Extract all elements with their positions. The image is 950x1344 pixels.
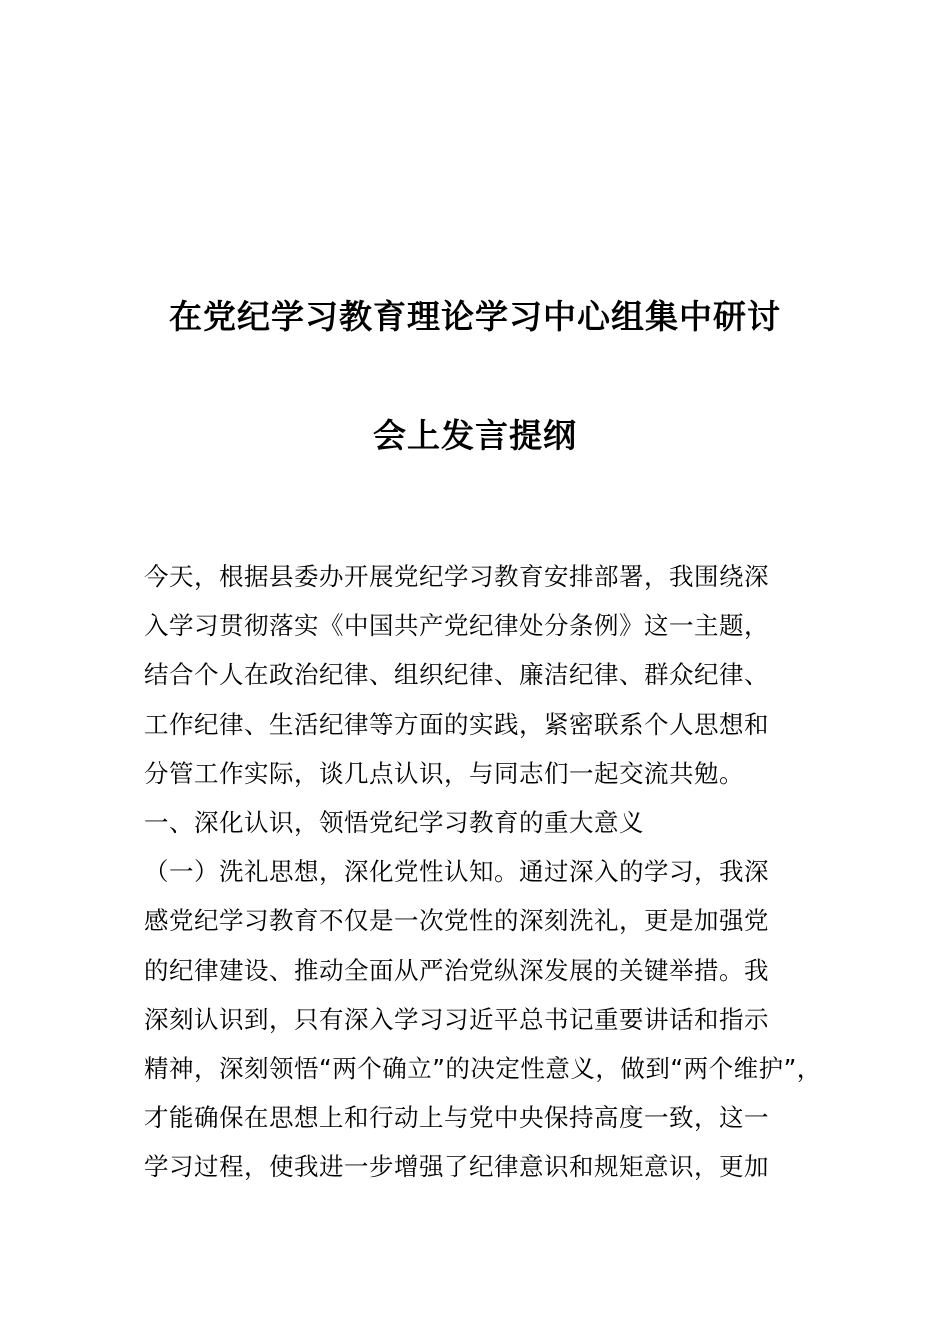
body-line: 深刻认识到，只有深入学习习近平总书记重要讲话和指示 bbox=[144, 1004, 769, 1034]
body-line: 入学习贯彻落实《中国共产党纪律处分条例》这一主题， bbox=[144, 611, 769, 641]
body-line: 分管工作实际，谈几点认识，与同志们一起交流共勉。 bbox=[144, 758, 744, 788]
body-line: 结合个人在政治纪律、组织纪律、廉洁纪律、群众纪律、 bbox=[144, 660, 769, 690]
section-heading: 一、深化认识，领悟党纪学习教育的重大意义 bbox=[144, 807, 644, 837]
body-line: 才能确保在思想上和行动上与党中央保持高度一致，这一 bbox=[144, 1103, 769, 1133]
body-line: 感党纪学习教育不仅是一次党性的深刻洗礼，更是加强党 bbox=[144, 906, 769, 936]
document-title-line-1: 在党纪学习教育理论学习中心组集中研讨 bbox=[169, 297, 781, 336]
body-line: 工作纪律、生活纪律等方面的实践，紧密联系个人思想和 bbox=[144, 709, 769, 739]
body-line: 精神，深刻领悟“两个确立”的决定性意义，做到“两个维护”， bbox=[144, 1053, 822, 1083]
subsection-line: （一）洗礼思想，深化党性认知。通过深入的学习，我深 bbox=[144, 857, 769, 887]
body-line: 今天，根据县委办开展党纪学习教育安排部署，我围绕深 bbox=[144, 562, 769, 591]
document-title-line-2: 会上发言提纲 bbox=[373, 416, 577, 455]
body-line: 学习过程，使我进一步增强了纪律意识和规矩意识，更加 bbox=[144, 1152, 769, 1182]
body-line: 的纪律建设、推动全面从严治党纵深发展的关键举措。我 bbox=[144, 955, 769, 985]
document-body bbox=[144, 552, 844, 1191]
